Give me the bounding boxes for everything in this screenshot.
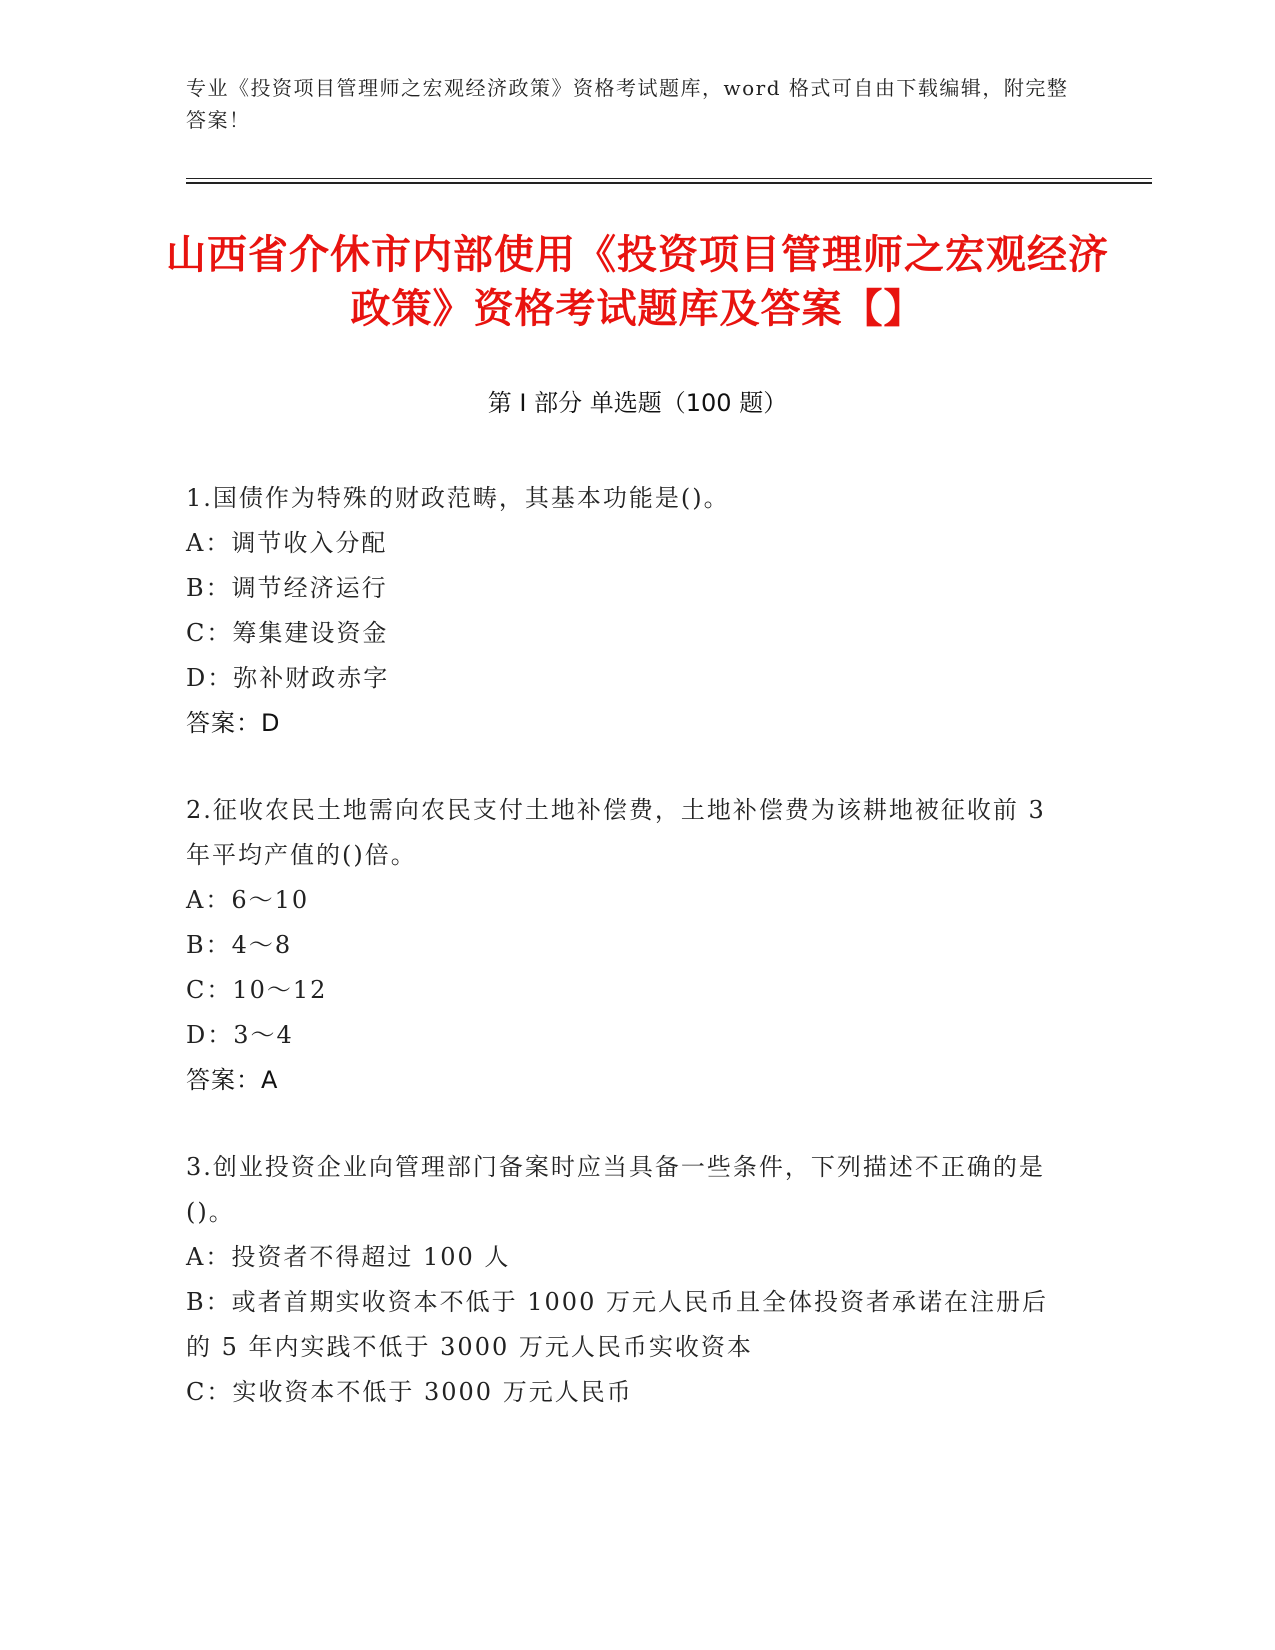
question-item [186, 788, 1066, 1103]
answer-line: 答案：D [186, 709, 281, 737]
question-stem: 3.创业投资企业向管理部门备案时应当具备一些条件，下列描述不正确的是()。 [186, 1153, 1045, 1226]
option-b: B：4～8 [186, 931, 293, 959]
question-stem: 2.征收农民土地需向农民支付土地补偿费，土地补偿费为该耕地被征收前 3 年平均产值的()倍。 [186, 796, 1046, 869]
question-item [186, 1145, 1066, 1415]
answer-line: 答案：A [186, 1066, 279, 1094]
option-b: B：调节经济运行 [186, 574, 388, 602]
option-a: A：6～10 [186, 886, 310, 914]
option-a: A：调节收入分配 [186, 529, 388, 557]
option-a: A：投资者不得超过 100 人 [186, 1243, 511, 1271]
section-title: 第 I 部分 单选题（100 题） [487, 389, 788, 417]
document-title: 山西省介休市内部使用《投资项目管理师之宏观经济政策》资格考试题库及答案【】 [166, 232, 1109, 332]
option-d: D：3～4 [186, 1021, 294, 1049]
question-item [186, 476, 1066, 746]
option-d: D：弥补财政赤字 [186, 664, 390, 692]
question-stem: 1.国债作为特殊的财政范畴，其基本功能是()。 [186, 484, 730, 512]
option-c: C：10～12 [186, 976, 328, 1004]
header-divider [186, 178, 1152, 184]
option-c: C：筹集建设资金 [186, 619, 389, 647]
header-note: 专业《投资项目管理师之宏观经济政策》资格考试题库，word 格式可自由下载编辑，附完整答案！ [186, 76, 1069, 132]
option-b: B：或者首期实收资本不低于 1000 万元人民币且全体投资者承诺在注册后的 5 年内实践不低于 3000 万元人民币实收资本 [186, 1288, 1048, 1361]
option-c: C：实收资本不低于 3000 万元人民币 [186, 1378, 633, 1406]
question-list [186, 476, 1066, 1457]
